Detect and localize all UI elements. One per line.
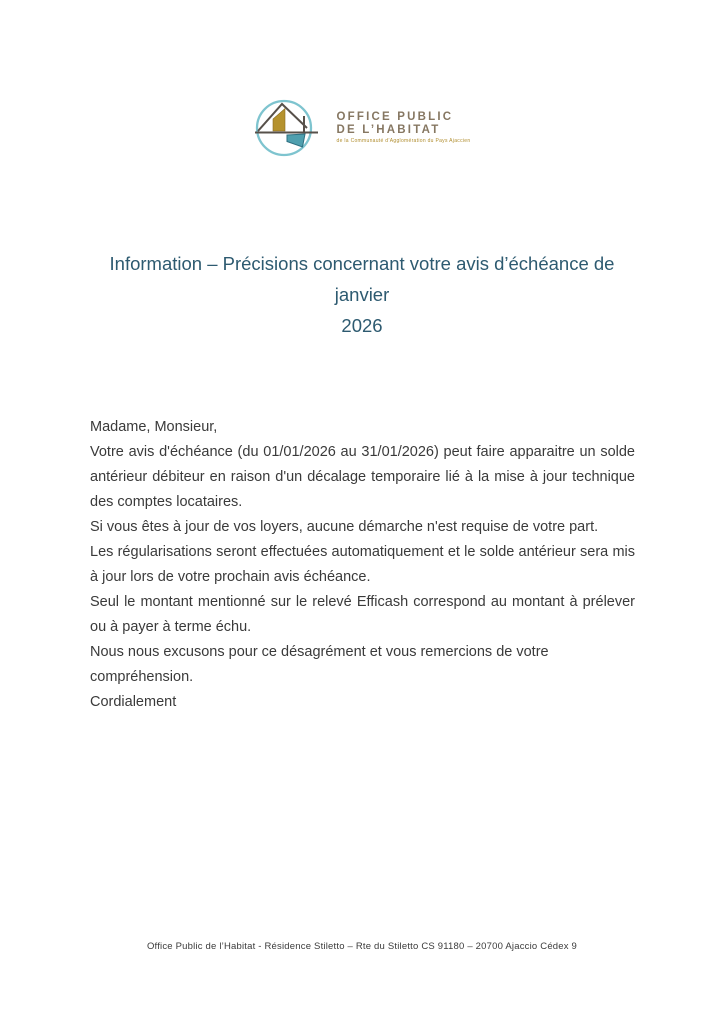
org-name-line1: OFFICE PUBLIC xyxy=(336,110,454,123)
letter-body xyxy=(90,415,635,715)
teal-flag-shape xyxy=(287,134,305,147)
salutation: Madame, Monsieur, xyxy=(90,419,218,435)
org-logo xyxy=(0,95,724,159)
paragraph-a-jour: Si vous êtes à jour de vos loyers, aucune démarche n'est requise de votre part. xyxy=(90,519,599,535)
paragraph-efficash: Seul le montant mentionné sur le relevé Efficash correspond au montant à prélever ou à payer à terme échu. xyxy=(90,594,635,635)
closing: Cordialement xyxy=(90,694,177,710)
footer-address: Office Public de l’Habitat - Résidence Stiletto – Rte du Stiletto CS 91180 – 20700 Ajaccio Cédex 9 xyxy=(146,941,578,952)
paragraph-excuses: Nous nous excusons pour ce désagrément et vous remercions de votre compréhension. xyxy=(90,644,549,685)
org-tagline: de la Communauté d’Agglomération du Pays Ajaccien xyxy=(336,137,471,144)
letter-title-line1: Information – Précisions concernant votre avis d’échéance de janvier xyxy=(109,253,615,306)
letter-title-line2: 2026 xyxy=(341,315,383,337)
letter-title xyxy=(88,248,636,341)
house-logo-icon xyxy=(254,95,332,159)
paragraph-regularisations: Les régularisations seront effectuées automatiquement et le solde antérieur sera mis à jour lors de votre prochain avis échéance. xyxy=(90,544,635,585)
org-logo-wordmark xyxy=(337,111,471,144)
paragraph-echeance: Votre avis d'échéance (du 01/01/2026 au 31/01/2026) peut faire apparaitre un solde antérieur débiteur en raison d'un décalage temporaire lié à la mise à jour technique des comptes locataires. xyxy=(90,444,635,510)
org-name-line2: DE L’HABITAT xyxy=(336,123,441,136)
